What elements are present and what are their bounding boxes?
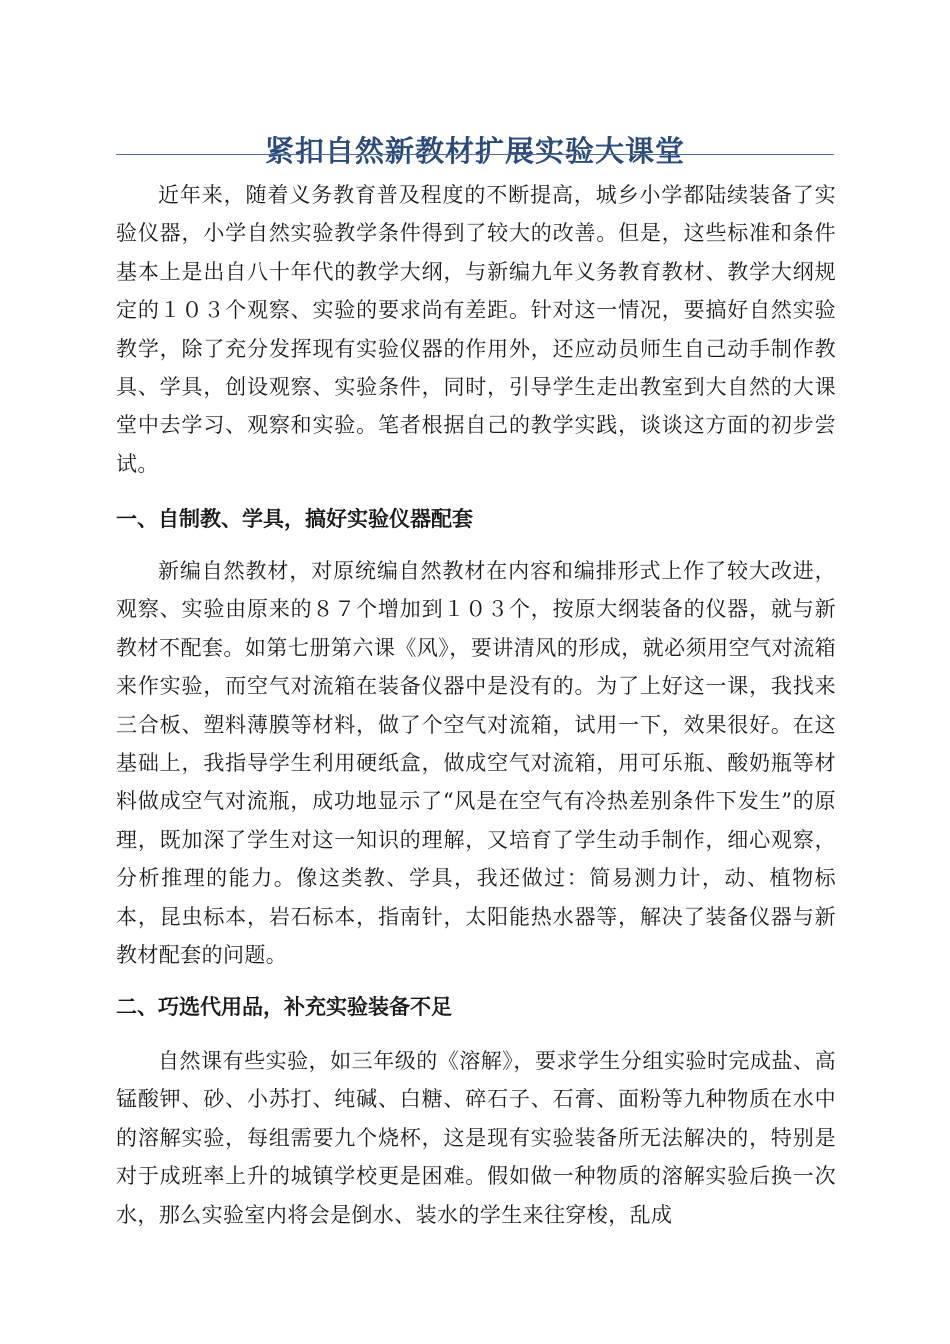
section-2-paragraph: 自然课有些实验，如三年级的《溶解》，要求学生分组实验时完成盐、高锰酸钾、砂、小苏打、纯碱、白糖、碎石子、石膏、面粉等九种物质在水中的溶解实验，每组需要九个烧杯，这是现有实验装备所无法解决的，特别是对于成班率上升的城镇学校更是困难。假如做一种物质的溶解实验后换一次水，那么实验室内将会是倒水、装水的学生来往穿梭，乱成 [116,1049,836,1227]
section-1-paragraph: 新编自然教材，对原统编自然教材在内容和编排形式上作了较大改进，观察、实验由原来的８７个增加到１０３个，按原大纲装备的仪器，就与新教材不配套。如第七册第六课《风》，要讲清风的形成，就必须用空气对流箱来作实验，而空气对流箱在装备仪器中是没有的。为了上好这一课，我找来三合板、塑料薄膜等材料，做了个空气对流箱，试用一下，效果很好。在这基础上，我指导学生利用硬纸盒，做成空气对流箱，用可乐瓶、酸奶瓶等材料做成空气对流瓶，成功地显示了“风是在空气有冷热差别条件下发生”的原理，既加深了学生对这一知识的理解，又培育了学生动手制作，细心观察，分析推理的能力。像这类教、学具，我还做过：简易测力计，动、植物标本，昆虫标本，岩石标本，指南针，太阳能热水器等，解决了装备仪器与新教材配套的问题。 [116,559,836,968]
intro-paragraph: 近年来，随着义务教育普及程度的不断提高，城乡小学都陆续装备了实验仪器，小学自然实验教学条件得到了较大的改善。但是，这些标准和条件基本上是出自八十年代的教学大纲，与新编九年义务教育教材、教学大纲规定的１０３个观察、实验的要求尚有差距。针对这一情况，要搞好自然实验教学，除了充分发挥现有实验仪器的作用外，还应动员师生自己动手制作教具、学具，创设观察、实验条件，同时，引导学生走出教室到大自然的大课堂中去学习、观察和实验。笔者根据自己的教学实践，谈谈这方面的初步尝试。 [116,183,836,476]
page-title: 紧扣自然新教材扩展实验大课堂 [264,134,685,169]
title-underline [116,154,834,155]
section-heading-2: 二、巧选代用品，补充实验装备不足 [116,995,452,1019]
section-heading-1: 一、自制教、学具，搞好实验仪器配套 [116,507,473,531]
